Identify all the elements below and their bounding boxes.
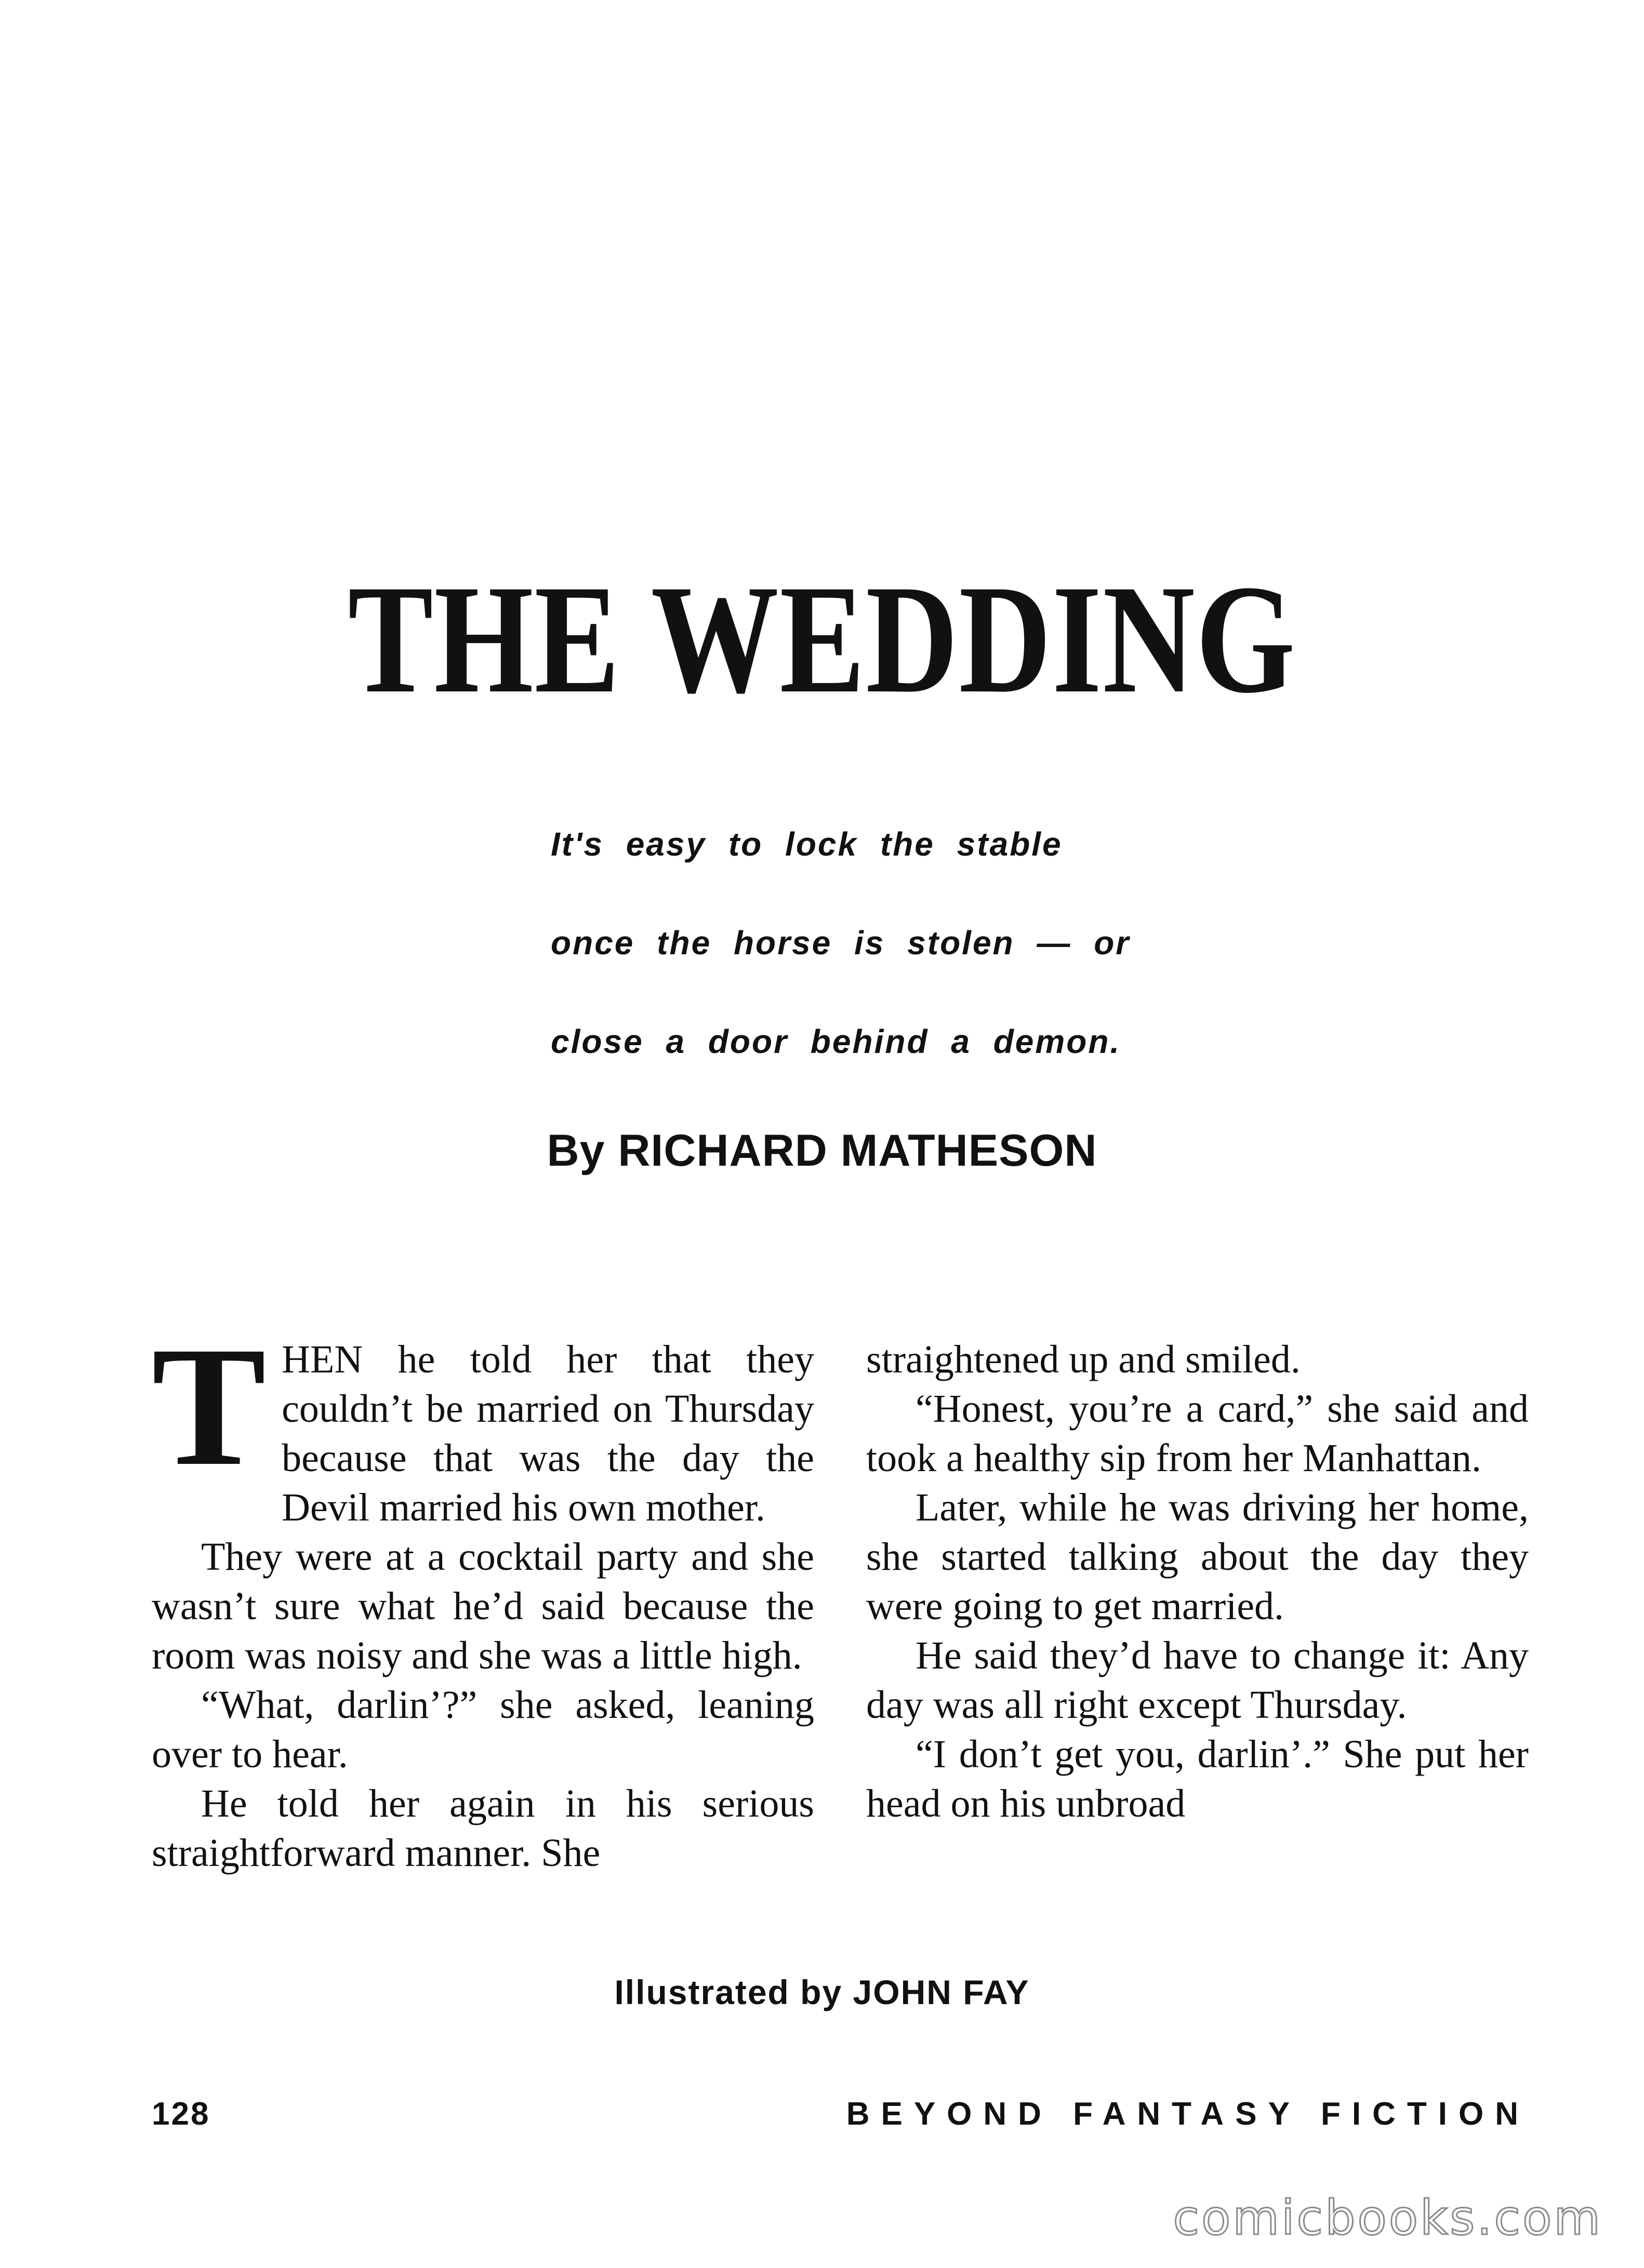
paragraph: “Honest, you’re a card,” she said and took a healthy sip from her Manhattan. <box>866 1387 1529 1480</box>
magazine-name: BEYOND FANTASY FICTION <box>846 2096 1530 2132</box>
opening-paragraph <box>152 1312 814 1532</box>
story-title: THE WEDDING <box>348 553 1296 725</box>
paragraph-text: HEN he told her that they couldn’t be married on Thursday because that was the day the Devil married his own mother. <box>282 1338 814 1529</box>
right-column <box>866 1335 1529 1829</box>
paragraph: “I don’t get you, darlin’.” She put her head on his unbroad <box>866 1732 1529 1825</box>
left-column <box>152 1312 814 1878</box>
paragraph: Later, while he was driving her home, she started talking about the day they were going to get married. <box>866 1486 1529 1628</box>
continued-paragraph: straightened up and smiled. <box>866 1338 1301 1381</box>
byline: By RICHARD MATHESON <box>547 1126 1097 1176</box>
paragraph: He said they’d have to change it: Any day was all right except Thursday. <box>866 1634 1529 1727</box>
drop-cap: T <box>152 1312 267 1501</box>
paragraph: “What, darlin’?” she asked, leaning over to hear. <box>152 1683 814 1776</box>
subtitle-line: It's easy to lock the stable <box>551 825 1063 863</box>
illustrator-credit: Illustrated by JOHN FAY <box>614 1973 1030 2011</box>
page-number: 128 <box>152 2096 210 2132</box>
watermark: comicbooks.com <box>1173 2190 1602 2246</box>
subtitle-line: once the horse is stolen — or <box>551 924 1131 962</box>
paragraph: They were at a cocktail party and she wasn’t sure what he’d said because the room was noisy and she was a little high. <box>152 1535 814 1677</box>
paragraph: He told her again in his serious straightforward manner. She <box>152 1782 814 1875</box>
subtitle-line: close a door behind a demon. <box>551 1023 1121 1060</box>
story-subtitle <box>551 795 1133 1091</box>
